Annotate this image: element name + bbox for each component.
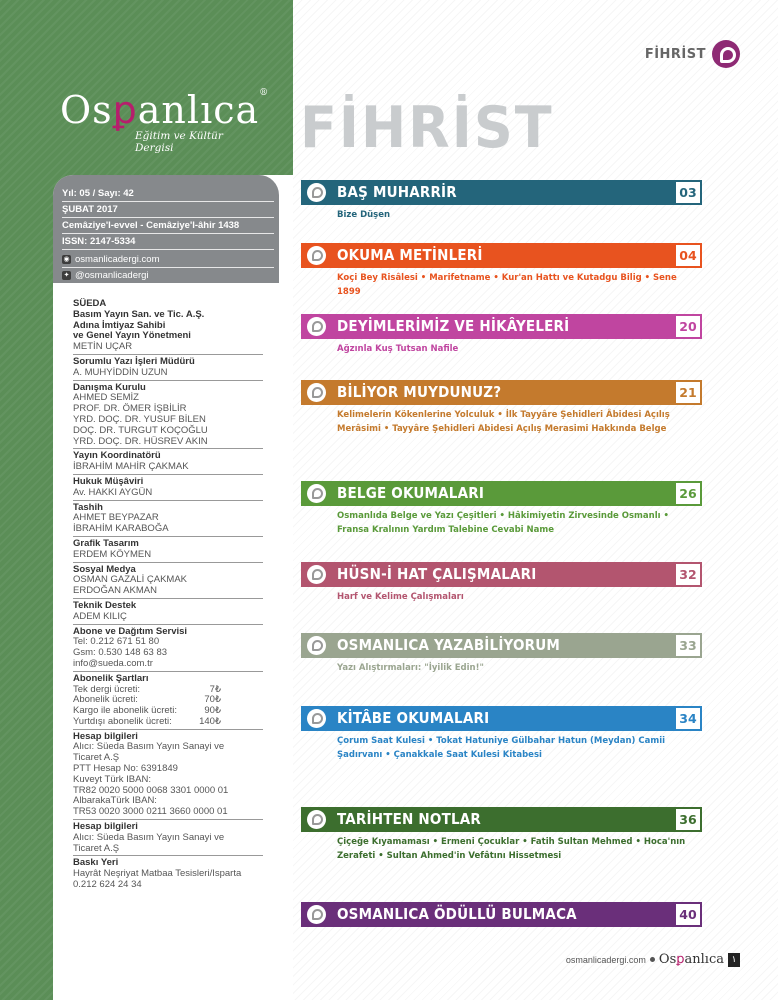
toc-page-number: 03	[674, 180, 702, 205]
issue-number: Yıl: 05 / Sayı: 42	[62, 188, 134, 199]
page-title: FİHRİST	[300, 94, 554, 161]
toc-title: OSMANLICA YAZABİLİYORUM	[337, 636, 561, 654]
toc-subtitle-line: Koçi Bey Risâlesi • Marifetname • Kur'an Hattı ve Kutadgu Bilig • Sene 1899	[337, 273, 677, 297]
brand-badge-icon	[307, 636, 326, 655]
toc-subtitle-line: Yazı Alıştırmaları: "İyilik Edin!"	[337, 663, 484, 673]
toc-bar[interactable]	[301, 902, 702, 927]
toc-bar[interactable]	[301, 481, 702, 506]
toc-title: TARİHTEN NOTLAR	[337, 810, 482, 828]
toc-page-number: 04	[674, 243, 702, 268]
brand-badge-icon	[307, 905, 326, 924]
toc-page-number: 20	[674, 314, 702, 339]
toc-entry[interactable]	[301, 314, 702, 356]
magazine-logo	[60, 88, 270, 158]
brand-badge-icon	[307, 183, 326, 202]
toc-subtitles	[337, 734, 702, 762]
toc-entry[interactable]	[301, 807, 702, 863]
toc-entry[interactable]	[301, 380, 702, 436]
toc-title: BAŞ MUHARRİR	[337, 183, 457, 201]
toc-subtitle-line: Merâsimi • Tayyâre Şehidleri Abidesi Açılış Merasimi Hakkında Belge	[337, 424, 667, 434]
hijri-date: Cemâziye'l-evvel - Cemâziye'l-âhir 1438	[62, 220, 240, 231]
toc-subtitles	[337, 661, 702, 675]
toc-entry[interactable]	[301, 243, 702, 299]
imprint-details: SÜEDA Basım Yayın San. ve Tic. A.Ş. Adına İmtiyaz Sahibi ve Genel Yayın Yönetmeni METİN UÇAR Sorumlu Yazı İşleri Müdürü A. MUHYİDDİN UZUN Danışma Kurulu AHMED SEMİZ PROF. DR. ÖMER İŞBİLİR YRD. DOÇ. DR. YUSUF BİLEN DOÇ. DR. TURGUT KOÇOĞLU YRD. DOÇ. DR. HÜSREV AKIN Yayın Koordinatörü İBRAHİM MAHİR ÇAKMAK Hukuk Müşâviri Av. HAKKI AYGÜN Tashih AHMET BEYPAZAR İBRAHİM KARABOĞA Grafik Tasarım ERDEM KÖYMEN Sosyal Medya OSMAN GAZALİ ÇAKMAK ERDOĞAN AKMAN Teknik Destek ADEM KILIÇ Abone ve Dağıtım Servisi Tel: 0.212 671 51 80 Gsm: 0.530 148 63 83 info@sueda.com.tr Abonelik Şartları Tek dergi ücreti: 7₺ Abonelik ücreti: 70₺ Kargo ile abonelik ücreti: 90₺ Yurtdışı abonelik ücreti: 140₺ Hesap bilgileri Alıcı: Süeda Basım Yayın Sanayi ve Ticaret A.Ş PTT Hesap No: 6391849 Kuveyt Türk IBAN: TR82 0020 5000 0068 3301 0000 01 AlbarakaTürk IBAN: TR53 0020 3000 0211 3660 0000 01 Hesap bilgileri Alıcı: Süeda Basım Yayın Sanayi ve Ticaret A.Ş Baskı Yeri Hayrât Neşriyat Matbaa Tesisleri/Isparta 0.212 624 24 34	[73, 299, 273, 891]
toc-page-number: 33	[674, 633, 702, 658]
brand-badge-icon	[307, 246, 326, 265]
toc-title: KİTÂBE OKUMALARI	[337, 709, 490, 727]
globe-icon: ◉	[63, 256, 70, 263]
toc-title: HÜSN-İ HAT ÇALIŞMALARI	[337, 565, 537, 583]
toc-subtitle-line: Çiçeğe Kıyamaması • Ermeni Çocuklar • Fatih Sultan Mehmed • Hoca'nın	[337, 837, 686, 847]
toc-entry[interactable]	[301, 481, 702, 537]
toc-bar[interactable]	[301, 180, 702, 205]
toc-title: DEYİMLERİMİZ VE HİKÂYELERİ	[337, 317, 570, 335]
brand-badge-icon	[307, 484, 326, 503]
toc-entry[interactable]	[301, 706, 702, 762]
toc-bar[interactable]	[301, 314, 702, 339]
toc-bar[interactable]	[301, 380, 702, 405]
toc-page-number: 36	[674, 807, 702, 832]
toc-page-number: 21	[674, 380, 702, 405]
toc-subtitles	[337, 408, 702, 436]
toc-subtitle-line: Çorum Saat Kulesi • Tokat Hatuniye Gülbahar Hatun (Meydan) Camii	[337, 736, 666, 746]
toc-subtitle-line: Kelimelerin Kökenlerine Yolculuk • İlk Tayyâre Şehidleri Âbidesi Açılış	[337, 410, 670, 420]
brand-badge-icon	[712, 40, 740, 68]
toc-bar[interactable]	[301, 633, 702, 658]
toc-subtitle-line: Harf ve Kelime Çalışmaları	[337, 592, 464, 602]
issn: ISSN: 2147-5334	[62, 236, 136, 247]
website-link[interactable]: ◉ osmanlicadergi.com	[63, 254, 160, 265]
toc-entry[interactable]	[301, 902, 702, 927]
toc-subtitles	[337, 835, 702, 863]
toc-page-number: 40	[674, 902, 702, 927]
brand-badge-icon	[307, 317, 326, 336]
brand-badge-icon	[307, 383, 326, 402]
page-number: ١	[728, 953, 740, 967]
toc-entry[interactable]	[301, 562, 702, 604]
toc-entry[interactable]	[301, 633, 702, 675]
toc-subtitle-line: Fransa Kralının Yardım Talebine Cevabi Name	[337, 525, 555, 535]
toc-subtitles	[337, 271, 702, 299]
footer-url[interactable]: osmanlicadergi.com	[565, 954, 646, 965]
toc-subtitle-line: Ağzınla Kuş Tutsan Nafile	[337, 344, 459, 354]
toc-page-number: 32	[674, 562, 702, 587]
toc-subtitle-line: Zerafeti • Sultan Ahmed'in Vefâtını Hissetmesi	[337, 851, 562, 861]
toc-entry[interactable]	[301, 180, 702, 222]
toc-subtitles	[337, 590, 702, 604]
twitter-icon: ✦	[63, 272, 70, 279]
page-footer	[566, 952, 740, 967]
toc-subtitle-line: Şadırvanı • Çanakkale Saat Kulesi Kitabesi	[337, 750, 542, 760]
logo-wordmark: Osꝑanlıca®	[60, 88, 270, 132]
section-header: FİHRİST	[645, 40, 740, 68]
logo-subtitle: Eğitim ve Kültür Dergisi	[135, 130, 223, 154]
toc-bar[interactable]	[301, 243, 702, 268]
twitter-link[interactable]: ✦ @osmanlicadergi	[63, 270, 149, 281]
toc-title: OSMANLICA ÖDÜLLÜ BULMACA	[337, 905, 577, 923]
brand-badge-icon	[307, 709, 326, 728]
toc-bar[interactable]	[301, 706, 702, 731]
footer-logo: Osꝑanlıca	[658, 952, 724, 967]
brand-badge-icon	[307, 565, 326, 584]
toc-subtitle-line: Bize Düşen	[337, 210, 391, 220]
masthead-box	[53, 175, 279, 283]
toc-title: BELGE OKUMALARI	[337, 484, 485, 502]
toc-subtitles	[337, 208, 702, 222]
toc-title: BİLİYOR MUYDUNUZ?	[337, 383, 502, 401]
email-link[interactable]: info@sueda.com.tr	[73, 657, 153, 669]
toc-bar[interactable]	[301, 562, 702, 587]
toc-bar[interactable]	[301, 807, 702, 832]
toc-page-number: 26	[674, 481, 702, 506]
brand-badge-icon	[307, 810, 326, 829]
toc-title: OKUMA METİNLERİ	[337, 246, 483, 264]
issue-date: ŞUBAT 2017	[62, 204, 118, 215]
toc-subtitles	[337, 509, 702, 537]
toc-page-number: 34	[674, 706, 702, 731]
toc-subtitles	[337, 342, 702, 356]
imprint-card	[53, 175, 293, 1000]
toc-subtitle-line: Osmanlıda Belge ve Yazı Çeşitleri • Hâkimiyetin Zirvesinde Osmanlı •	[337, 511, 669, 521]
owner-name: METİN UÇAR	[73, 341, 133, 353]
